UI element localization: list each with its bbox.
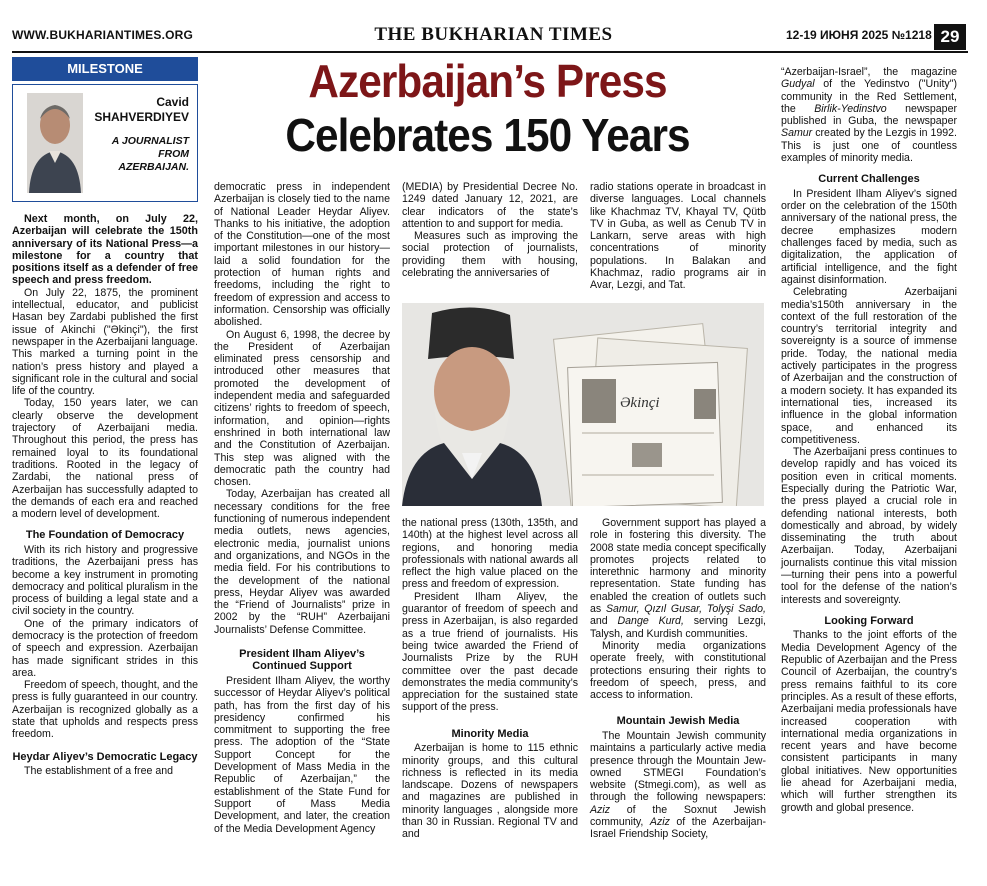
author-box bbox=[12, 84, 198, 202]
header-divider bbox=[12, 51, 968, 53]
paragraph: the national press (130th, 135th, and 140th) at the highest level across all regions, and honoring media professionals with national awards all reflect the high value placed on the press and freedom of expression. bbox=[402, 517, 578, 591]
paragraph: “Azerbaijan-Israel”, the magazine Gudyal of the Yedinstvo ("Unity") community in the Red Settlement, the Birlik-Yedinstvo newspaper published in Guba, the newspaper Samur created by the Lezgis in 1992. This is just one of countless examples of minority media. bbox=[781, 66, 957, 165]
paragraph: On July 22, 1875, the prominent intellectual, educator, and publicist Hasan bey Zardabi published the first issue of Akinchi ("Əkinçi"), the first newspaper in the Azerbaijani language. This marked a turning point in the nation’s press history and played a significant role in the cultural and social life of the country. bbox=[12, 286, 198, 398]
paragraph: Measures such as improving the social protection of journalists, providing them with housing, celebrating the anniversaries of bbox=[402, 230, 578, 280]
column-4-bottom bbox=[590, 517, 766, 841]
paragraph: (MEDIA) by Presidential Decree No. 1249 dated January 12, 2021, are clear indicators of the state’s attention to and support for media. bbox=[402, 181, 578, 230]
subheading-heydar: Heydar Aliyev’s Democratic Legacy bbox=[12, 750, 198, 763]
article-lead: Next month, on July 22, Azerbaijan will celebrate the 150th anniversary of its National Press—a milestone for a country that positions itself as a defender of free speech and press freedom. bbox=[12, 213, 198, 287]
paragraph: Thanks to the joint efforts of the Media Development Agency of the Republic of Azerbaijan and the Press Council of Azerbaijan, the country’s press remains faithful to its core principles. As a result of these efforts, Azerbaijani media professionals have increased cooperation with international media organizations in recent years and have become consistent participants in many global initiatives. New opportunities lie ahead for Azerbaijani media, which will further strengthen its growth and global presence. bbox=[781, 629, 957, 814]
subheading-minority: Minority Media bbox=[451, 727, 529, 740]
paragraph: radio stations operate in broadcast in diverse languages. Local channels like Khachmaz TV, Khayal TV, Qütb TV in Guba, as well as Cenub TV in Lankarn, serve areas with high concentrations of minority populations. In Balakan and Khachmaz, radio programs air in Avar, Lezgi, and Tat. bbox=[590, 181, 766, 292]
paragraph: One of the primary indicators of democracy is the protection of freedom of speech and expression. Azerbaijan has made significant strides in this area. bbox=[12, 617, 198, 679]
subheading-challenges: Current Challenges bbox=[818, 173, 920, 186]
paragraph: In President Ilham Aliyev’s signed order on the celebration of the 150th anniversary of the national press, the decree emphasizes modern challenges faced by media, such as digitalization, the application of artificial intelligence, and the fight against disinformation. bbox=[781, 187, 957, 286]
author-last-name: SHAHVERDIYEV bbox=[94, 110, 189, 124]
column-1 bbox=[12, 213, 198, 777]
column-4-top bbox=[590, 181, 766, 292]
headline-line-1: Azerbaijan’s Press bbox=[308, 55, 667, 107]
paragraph: democratic press in independent Azerbaijan is closely tied to the name of National Leader Heydar Aliyev. Thanks to his initiative, the adoption of the Constitution—one of the most important milestones in our history—laid a solid foundation for the protection of human rights and freedoms, including the right to freedom of expression and access to information. Censorship was officially abolished. bbox=[214, 181, 390, 329]
page-number: 29 bbox=[934, 24, 966, 50]
paragraph: The Mountain Jewish community maintains a particularly active media presence through the Mountain Jew-owned STMEGI Foundation’s website (Stmegi.com), as well as through the following newspapers: Aziz of the Soxnut Jewish community, Aziz of the Azerbaijan-Israel Friendship Society, bbox=[590, 729, 766, 841]
author-portrait-icon bbox=[27, 93, 83, 193]
author-role: A JOURNALIST FROM AZERBAIJAN. bbox=[111, 135, 189, 173]
section-rubric: MILESTONE bbox=[12, 57, 198, 81]
subheading-foundation: The Foundation of Democracy bbox=[25, 529, 185, 542]
paragraph: The establishment of a free and bbox=[24, 765, 173, 778]
paragraph: With its rich history and progressive traditions, the Azerbaijani press has become a key instrument in promoting democracy and political pluralism in the process of building a legal state and a civil society in the country. bbox=[12, 543, 198, 618]
paragraph: Government support has played a role in fostering this diversity. The 2008 state media concept specifically promotes projects related to interethnic harmony and minority representation. State funding has enabled the creation of outlets such as Samur, Qızıl Gusar, Tolyşi Sado, and Dange Kurd, serving Lezgi, Talysh, and Kurdish communities. bbox=[590, 517, 767, 640]
subheading-mountain: Mountain Jewish Media bbox=[616, 715, 740, 728]
photo-masthead-text: Əkinçi bbox=[620, 395, 660, 411]
issue-date: 12-19 ИЮНЯ 2025 №1218 bbox=[786, 28, 932, 42]
author-first-name: Cavid bbox=[156, 95, 189, 109]
paragraph: Today, 150 years later, we can clearly observe the development trajectory of Azerbaijani media. Throughout this period, the press has remained loyal to its foundational traditions. Rooted in the legacy of Zardabi, the national press of Azerbaijan has successfully adapted to the demands of each era and reached a modern level of development. bbox=[12, 397, 198, 521]
column-5 bbox=[781, 66, 957, 814]
paragraph: The Azerbaijani press continues to develop rapidly and has voiced its position even in critical moments. Especially during the Patriotic War, the press played a crucial role in defending national interests, both domestically and abroad, by widely disseminating the truth about Azerbaijan. Today, Azerbaijani journalists continue this vital mission—turning their pens into a powerful tool for the defense of the nation’s interests and sovereignty. bbox=[781, 446, 957, 606]
headline-line-2: Celebrates 150 Years bbox=[285, 109, 690, 161]
paragraph: Freedom of speech, thought, and the press is fully guaranteed in our country. Azerbaijan is recognized globally as a state that upholds and respects press freedom. bbox=[12, 679, 198, 741]
page-header bbox=[0, 0, 987, 54]
subheading-forward: Looking Forward bbox=[824, 614, 914, 627]
column-3-bottom bbox=[402, 517, 578, 841]
site-url[interactable]: WWW.BUKHARIANTIMES.ORG bbox=[12, 28, 194, 42]
paragraph: Azerbaijan is home to 115 ethnic minority groups, and this cultural richness is reflected in its media landscape. Dozens of newspapers and magazines are published in minority languages , alongside more than 30 in Russian. Regional TV and and bbox=[402, 742, 578, 841]
column-3-top bbox=[402, 181, 578, 279]
paragraph: Celebrating Azerbaijani media’s150th anniversary in the context of the full restoration of the country’s territorial integrity and sovereignty is a source of immense pride. Today, the national media actively participates in the progress of Azerbaijan and the construction of a modern society. It has expanded its international ties, increased its influence in the global information space, and enhanced its competitiveness. bbox=[781, 286, 957, 446]
subheading-ilham: President Ilham Aliyev’s Continued Support bbox=[239, 647, 365, 673]
zardabi-photo bbox=[402, 303, 764, 506]
column-2 bbox=[214, 181, 390, 835]
newspaper-stack-icon bbox=[554, 324, 748, 506]
newspaper-name: THE BUKHARIAN TIMES bbox=[374, 24, 613, 45]
paragraph: Today, Azerbaijan has created all necessary conditions for the free functioning of numerous independent media outlets, news agencies, electronic media, journalist unions and organizations, and NGOs in the media field. For his contributions to the development of the national press, Heydar Aliyev was awarded the “Friend of Journalists” prize in 2002 by the “RUH” Azerbaijani Journalists’ Defense Committee. bbox=[214, 488, 390, 636]
paragraph: President Ilham Aliyev, the guarantor of freedom of speech and press in Azerbaijan, is also regarded as a true friend of journalists. His being twice awarded the Friend of Journalists Prize by the RUH committee over the past decade demonstrates the media community’s appreciation for the sustained state support of the press. bbox=[402, 590, 578, 714]
headline bbox=[215, 54, 760, 162]
paragraph: President Ilham Aliyev, the worthy successor of Heydar Aliyev’s political path, has from the first day of his presidency confirmed his commitment to supporting the free press. The adoption of the “State Support Concept for the Development of Mass Media in the Republic of Azerbaijan,” the establishment of the State Fund for Support of Mass Media Development, and later, the creation of the Media Development Agency bbox=[214, 674, 390, 835]
author-name bbox=[94, 95, 189, 125]
paragraph: On August 6, 1998, the decree by the President of Azerbaijan eliminated press censorship and introduced other measures that promoted the development of independent media and safeguarded citizens’ rights to freedom of speech, information, and opinion—rights enshrined in both international law and the Constitution of Azerbaijan. This step was aligned with the democratic path the country had chosen. bbox=[214, 328, 390, 489]
paragraph: Minority media organizations operate freely, with constitutional protections ensuring their rights to freedom of speech, press, and access to information. bbox=[590, 639, 766, 702]
